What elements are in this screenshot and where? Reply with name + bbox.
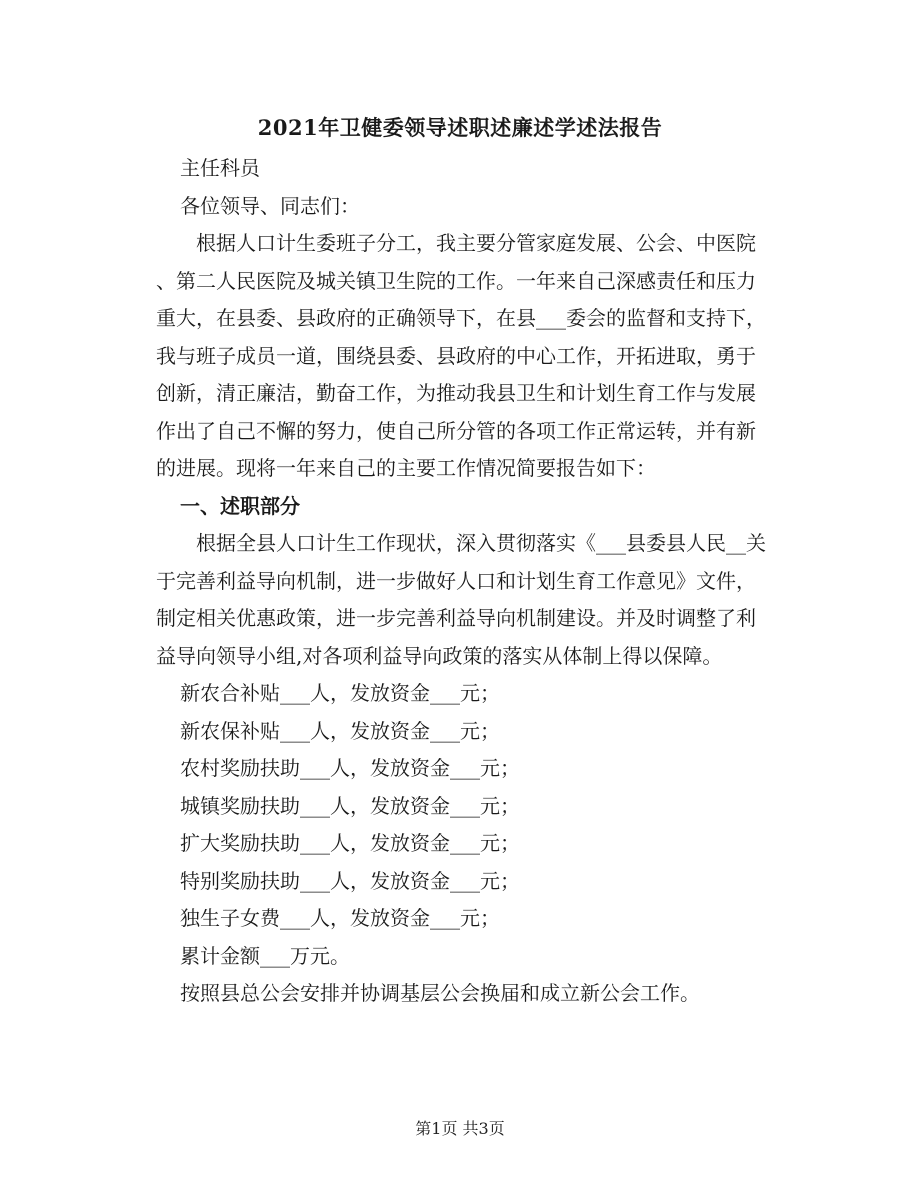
intro-line: 根据人口计生委班子分工，我主要分管家庭发展、公会、中医院 [156,231,756,255]
intro-line: 我与班子成员一道，围绕县委、县政府的中心工作，开拓进取，勇于 [156,343,756,368]
section-line: 于完善利益导向机制，进一步做好人口和计划生育工作意见》文件， [156,568,756,593]
document-title: 2021年卫健委领导述职述廉述学述法报告 [257,115,663,140]
list-item: 扩大奖励扶助___人，发放资金___元； [180,831,520,855]
intro-line: 重大，在县委、县政府的正确领导下，在县___委会的监督和支持下， [156,306,766,330]
page-number: 第1页 共3页 [415,1119,505,1138]
list-item: 按照县总公会安排并协调基层公会换届和成立新公会工作。 [180,981,700,1005]
list-item: 特别奖励扶助___人，发放资金___元； [180,868,520,893]
intro-line: 的进展。现将一年来自己的主要工作情况简要报告如下： [156,456,656,480]
section-line: 益导向领导小组,对各项利益导向政策的落实从体制上得以保障。 [156,643,723,668]
intro-line: 创新，清正廉洁，勤奋工作，为推动我县卫生和计划生育工作与发展 [156,381,756,405]
list-item: 独生子女费___人，发放资金___元； [180,906,500,930]
salutation [180,188,770,226]
section-line: 制定相关优惠政策，进一步完善利益导向机制建设。并及时调整了利 [156,606,756,630]
document-body [156,150,770,1013]
list-item: 城镇奖励扶助___人，发放资金___元； [180,793,520,818]
section-paragraph [156,525,770,675]
intro-paragraph [156,225,770,488]
list-item: 农村奖励扶助___人，发放资金___元； [180,756,520,780]
intro-line: 、第二人民医院及城关镇卫生院的工作。一年来自己深感责任和压力 [156,268,756,293]
list-item: 新农保补贴___人，发放资金___元； [180,718,500,743]
author-line [180,150,770,188]
section-heading [180,488,770,526]
author-text: 主任科员 [180,156,260,180]
list-item: 累计金额___万元。 [180,943,350,968]
section-line: 根据全县人口计生工作现状，深入贯彻落实《___县委县人民__关 [156,531,766,555]
intro-line: 作出了自己不懈的努力，使自己所分管的各项工作正常运转，并有新 [156,418,756,443]
item-list [180,675,770,1013]
list-item: 新农合补贴___人，发放资金___元； [180,681,500,705]
section-heading-text: 一、述职部分 [180,493,300,518]
salutation-text: 各位领导、同志们： [180,193,360,218]
